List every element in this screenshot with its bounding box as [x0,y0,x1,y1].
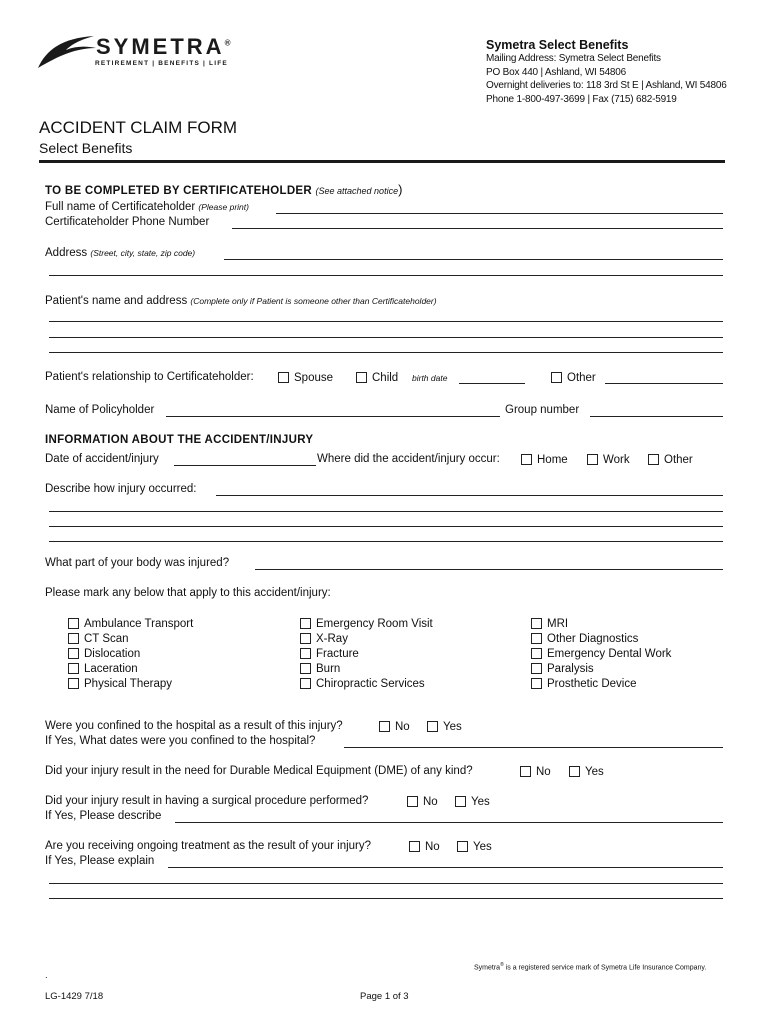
form-title: ACCIDENT CLAIM FORM [39,118,238,137]
accident-date-field[interactable] [174,465,316,466]
brand-tagline: RETIREMENT | BENEFITS | LIFE [95,60,228,67]
hospital-no[interactable]: No [379,719,410,734]
symetra-swoosh-logo [36,32,98,70]
checkbox[interactable] [300,618,311,629]
describe-field-line3[interactable] [49,526,723,527]
surgical-question: Did your injury result in having a surgical procedure performed? [45,795,369,807]
address-label: Address (Street, city, state, zip code) [45,247,196,259]
hospital-yes[interactable]: Yes [427,719,462,734]
where-label: Where did the accident/injury occur: [317,453,500,465]
mark-label: Please mark any below that apply to this accident/injury: [45,587,331,599]
where-work[interactable]: Work [587,452,630,467]
option-dislocation[interactable]: Dislocation [68,646,193,661]
work-checkbox[interactable] [587,454,598,465]
checkbox[interactable] [300,663,311,674]
injury-options-col2 [300,616,433,691]
address-field-line2[interactable] [49,275,723,276]
relationship-spouse[interactable]: Spouse [278,370,333,385]
checkbox[interactable] [300,678,311,689]
relationship-other[interactable]: Other [551,370,596,385]
option-other-diagnostics[interactable]: Other Diagnostics [531,631,671,646]
describe-field-line1[interactable] [216,495,723,496]
dme-question: Did your injury result in the need for Durable Medical Equipment (DME) of any kind? [45,765,473,777]
checkbox[interactable] [427,721,438,732]
option-emergency-room-visit[interactable]: Emergency Room Visit [300,616,433,631]
patient-field-line2[interactable] [49,337,723,338]
injury-options-col3 [531,616,671,691]
other-relationship-field[interactable] [605,383,723,384]
patient-field-line3[interactable] [49,352,723,353]
checkbox[interactable] [68,633,79,644]
option-paralysis[interactable]: Paralysis [531,661,671,676]
birth-date-label: birth date [412,373,448,383]
ongoing-explain-line1[interactable] [168,867,723,868]
checkbox[interactable] [455,796,466,807]
birth-date-field[interactable] [459,383,525,384]
header-po-box: PO Box 440 | Ashland, WI 54806 [486,67,627,78]
option-ct-scan[interactable]: CT Scan [68,631,193,646]
option-x-ray[interactable]: X-Ray [300,631,433,646]
other-relationship-checkbox[interactable] [551,372,562,383]
checkbox[interactable] [68,678,79,689]
checkbox[interactable] [531,618,542,629]
form-subtitle: Select Benefits [39,140,133,156]
section2-heading: INFORMATION ABOUT THE ACCIDENT/INJURY [45,434,314,446]
injury-options-col1 [68,616,193,691]
ongoing-yes[interactable]: Yes [457,839,492,854]
relationship-label: Patient's relationship to Certificateholder: [45,371,254,383]
hospital-dates-field[interactable] [344,747,723,748]
patient-label: Patient's name and address (Complete only if Patient is someone other than Certificateholder) [45,295,437,307]
checkbox[interactable] [379,721,390,732]
relationship-child[interactable]: Child [356,370,398,385]
full-name-field[interactable] [276,213,723,214]
describe-label: Describe how injury occurred: [45,483,197,495]
phone-label: Certificateholder Phone Number [45,216,210,228]
accident-date-label: Date of accident/injury [45,453,159,465]
option-prosthetic-device[interactable]: Prosthetic Device [531,676,671,691]
where-home[interactable]: Home [521,452,568,467]
footer-dot: . [45,970,48,981]
option-burn[interactable]: Burn [300,661,433,676]
body-part-field[interactable] [255,569,723,570]
brand-name: SYMETRA® [96,34,231,59]
dme-no[interactable]: No [520,764,551,779]
checkbox[interactable] [300,633,311,644]
where-other[interactable]: Other [648,452,693,467]
surgical-no[interactable]: No [407,794,438,809]
ongoing-explain-line2[interactable] [49,883,723,884]
checkbox[interactable] [531,663,542,674]
ongoing-question: Are you receiving ongoing treatment as the result of your injury? [45,840,372,852]
full-name-label: Full name of Certificateholder (Please print) [45,201,249,213]
checkbox[interactable] [300,648,311,659]
checkbox[interactable] [531,648,542,659]
policyholder-field[interactable] [166,416,500,417]
checkbox[interactable] [531,678,542,689]
header-title: Symetra Select Benefits [486,38,629,52]
checkbox[interactable] [68,663,79,674]
group-number-label: Group number [505,404,580,416]
ongoing-explain-line3[interactable] [49,898,723,899]
checkbox[interactable] [68,648,79,659]
option-physical-therapy[interactable]: Physical Therapy [68,676,193,691]
dme-yes[interactable]: Yes [569,764,604,779]
home-checkbox[interactable] [521,454,532,465]
option-ambulance-transport[interactable]: Ambulance Transport [68,616,193,631]
ongoing-explain-label: If Yes, Please explain [45,855,155,867]
page-number: Page 1 of 3 [360,991,409,1002]
checkbox[interactable] [409,841,420,852]
describe-field-line4[interactable] [49,541,723,542]
checkbox[interactable] [68,618,79,629]
checkbox[interactable] [569,766,580,777]
policyholder-label: Name of Policyholder [45,404,155,416]
spouse-checkbox[interactable] [278,372,289,383]
describe-field-line2[interactable] [49,511,723,512]
section1-heading: TO BE COMPLETED BY CERTIFICATEHOLDER (See attached notice) [45,182,403,197]
address-field-line1[interactable] [224,259,723,260]
option-fracture[interactable]: Fracture [300,646,433,661]
patient-field-line1[interactable] [49,321,723,322]
option-emergency-dental-work[interactable]: Emergency Dental Work [531,646,671,661]
checkbox[interactable] [520,766,531,777]
option-chiropractic-services[interactable]: Chiropractic Services [300,676,433,691]
option-mri[interactable]: MRI [531,616,671,631]
header-phone: Phone 1-800-497-3699 | Fax (715) 682-5919 [486,94,677,105]
surgical-describe-label: If Yes, Please describe [45,810,162,822]
ongoing-no[interactable]: No [409,839,440,854]
other-location-checkbox[interactable] [648,454,659,465]
hospital-question: Were you confined to the hospital as a result of this injury? [45,720,343,732]
trademark-notice: Symetra® is a registered service mark of Symetra Life Insurance Company. [474,962,707,972]
body-part-label: What part of your body was injured? [45,557,230,569]
group-number-field[interactable] [590,416,723,417]
form-number: LG-1429 7/18 [45,991,104,1002]
option-laceration[interactable]: Laceration [68,661,193,676]
header-mailing: Mailing Address: Symetra Select Benefits [486,53,661,64]
checkbox[interactable] [457,841,468,852]
surgical-yes[interactable]: Yes [455,794,490,809]
header-overnight: Overnight deliveries to: 118 3rd St E | Ashland, WI 54806 [486,80,727,91]
title-divider [39,160,725,163]
child-checkbox[interactable] [356,372,367,383]
hospital-dates-label: If Yes, What dates were you confined to the hospital? [45,735,316,747]
checkbox[interactable] [407,796,418,807]
surgical-describe-field[interactable] [175,822,723,823]
checkbox[interactable] [531,633,542,644]
phone-field[interactable] [232,228,723,229]
